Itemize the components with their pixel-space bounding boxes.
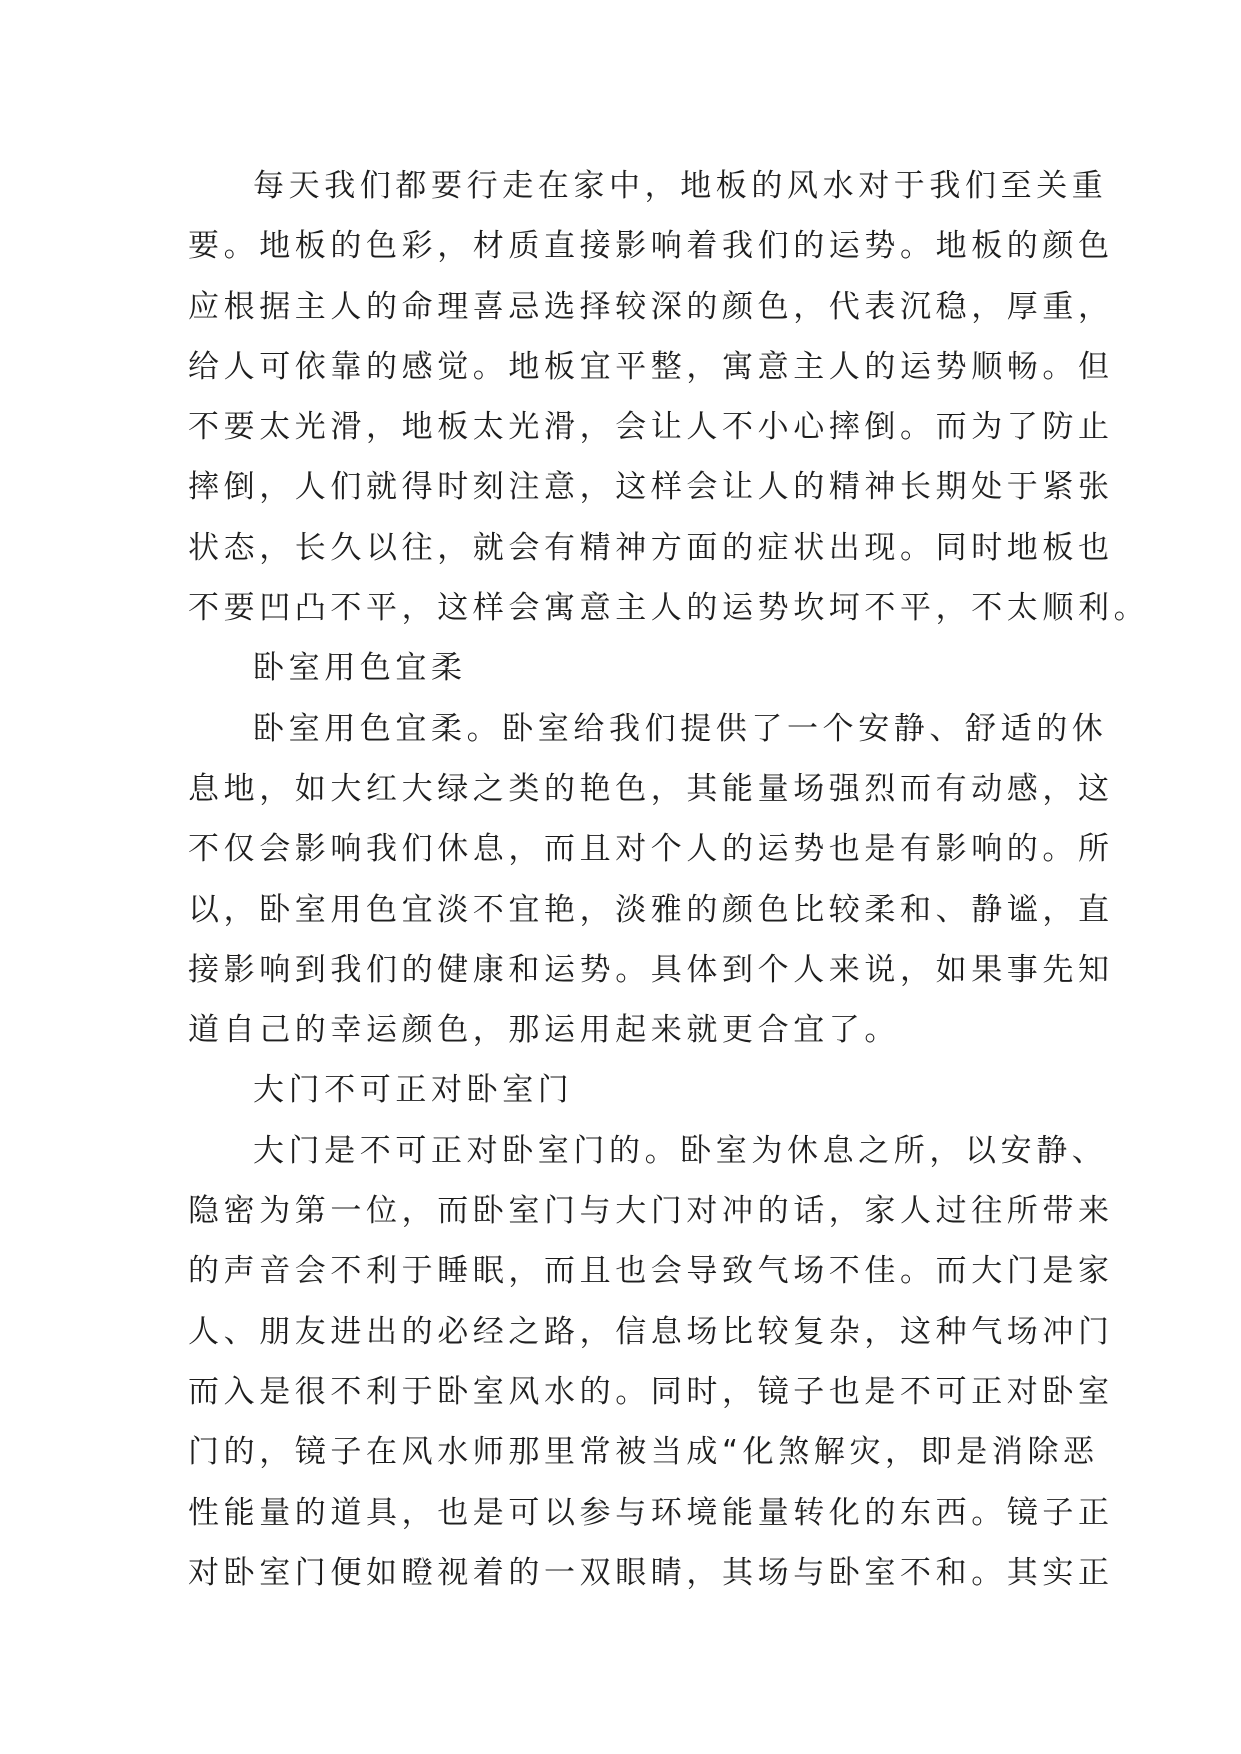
text-line: 给人可依靠的感觉。地板宜平整，寓意主人的运势顺畅。但 [188,348,1114,385]
text-line: 性能量的道具，也是可以参与环境能量转化的东西。镜子正 [188,1494,1114,1531]
text-line: 不仅会影响我们休息，而且对个人的运势也是有影响的。所 [188,831,1114,868]
text-line: 卧室用色宜柔。卧室给我们提供了一个安静、舒适的休 [253,710,1108,747]
text-line: 大门不可正对卧室门 [253,1072,574,1109]
text-line: 以，卧室用色宜淡不宜艳，淡雅的颜色比较柔和、静谧，直 [188,891,1114,928]
text-line: 人、朋友进出的必经之路，信息场比较复杂，这种气场冲门 [188,1313,1114,1350]
text-line: 的声音会不利于睡眠，而且也会导致气场不佳。而大门是家 [188,1253,1114,1290]
text-line: 息地，如大红大绿之类的艳色，其能量场强烈而有动感，这 [188,770,1114,807]
body-text [188,156,1150,1603]
text-line: 状态，长久以往，就会有精神方面的症状出现。同时地板也 [188,529,1114,566]
text-line: 卧室用色宜柔 [253,650,467,687]
text-line: 每天我们都要行走在家中，地板的风水对于我们至关重 [253,168,1108,204]
text-line: 对卧室门便如瞪视着的一双眼睛，其场与卧室不和。其实正 [188,1554,1114,1591]
text-line: 接影响到我们的健康和运势。具体到个人来说，如果事先知 [188,951,1114,988]
text-line: 隐密为第一位，而卧室门与大门对冲的话，家人过往所带来 [188,1193,1114,1230]
text-line: 门的，镜子在风水师那里常被当成“化煞解灾，即是消除恶 [188,1434,1099,1471]
text-line: 大门是不可正对卧室门的。卧室为休息之所，以安静、 [253,1132,1108,1169]
text-line: 而入是很不利于卧室风水的。同时，镜子也是不可正对卧室 [188,1373,1114,1410]
text-line: 道自己的幸运颜色，那运用起来就更合宜了。 [188,1012,900,1049]
text-line: 要。地板的色彩，材质直接影响着我们的运势。地板的颜色 [188,228,1114,265]
text-line: 应根据主人的命理喜忌选择较深的颜色，代表沉稳，厚重， [188,288,1114,325]
text-line: 不要凹凸不平，这样会寓意主人的运势坎坷不平，不太顺利。 [188,590,1150,627]
text-line: 不要太光滑，地板太光滑，会让人不小心摔倒。而为了防止 [188,409,1114,446]
text-line: 摔倒，人们就得时刻注意，这样会让人的精神长期处于紧张 [188,469,1114,506]
